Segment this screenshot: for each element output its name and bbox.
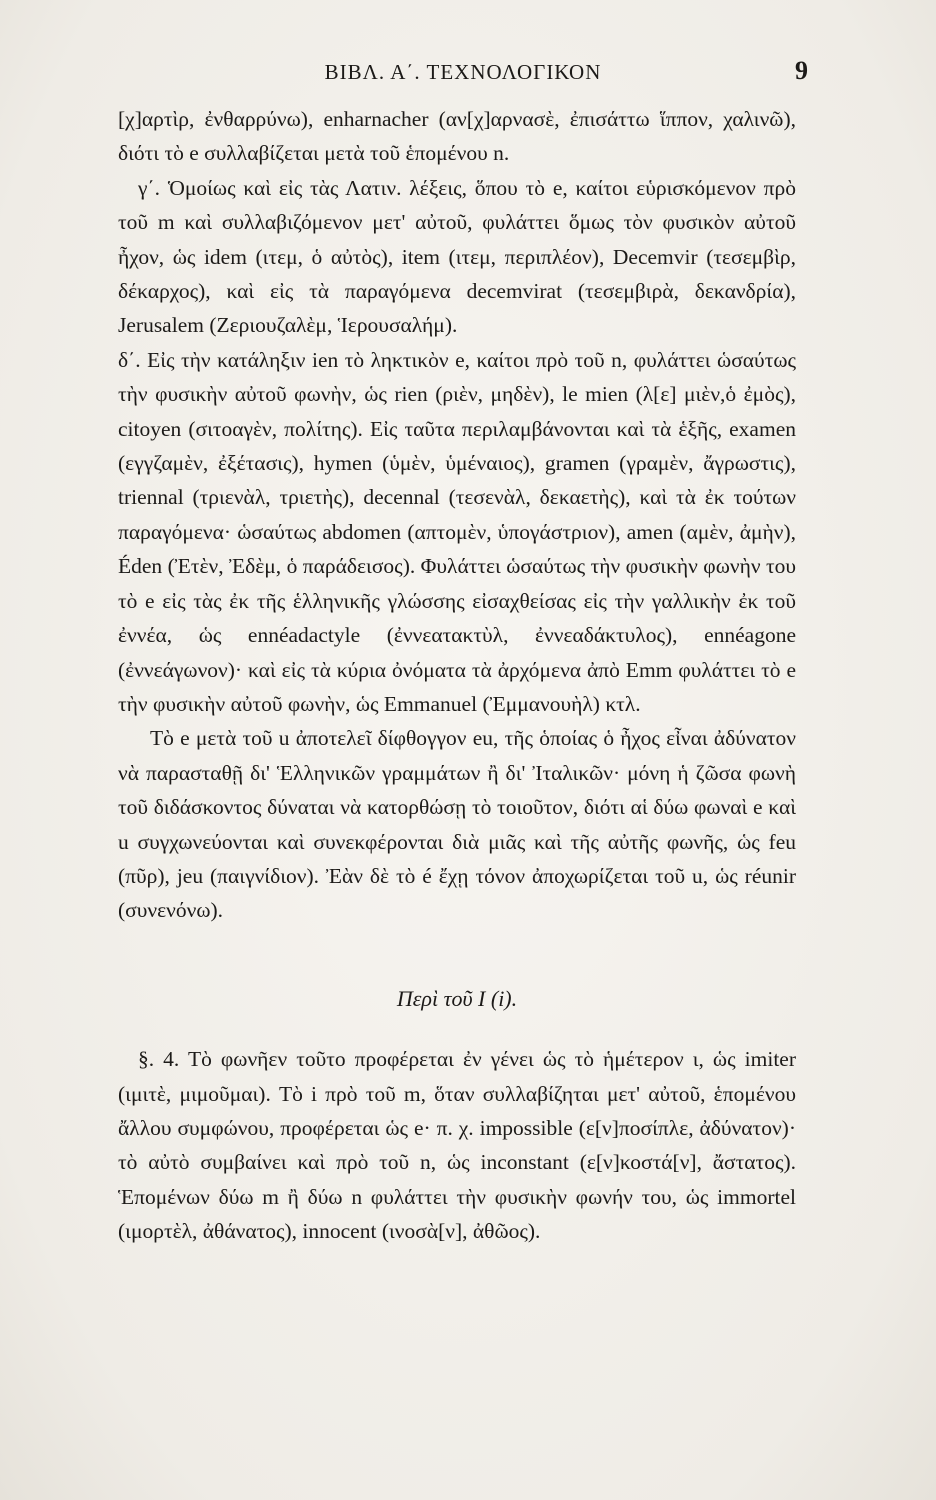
page-header: [118, 56, 808, 94]
section-title: Περὶ τοῦ I (i).: [396, 985, 518, 1011]
paragraph-continuation: [χ]αρτὶρ, ἐνθαρρύνω), enharnacher (αν[χ]αρνασὲ, ἐπισάττω ἵππον, χαλινῶ), διότι τὸ e συλλαβίζεται μετὰ τοῦ ἑπομένου n.: [118, 107, 796, 166]
page-number: 9: [795, 56, 808, 85]
paragraph-section-4: §. 4. Τὸ φωνῆεν τοῦτο προφέρεται ἐν γένει ὡς τὸ ἡμέτερον ι, ὡς imiter (ιμιτὲ, μιμοῦμαι). Τὸ i πρὸ τοῦ m, ὅταν συλλαβίζηται μετ' αὐτοῦ, ἑπομένου ἄλλου συμφώνου, προφέρεται ὡς e· π. χ. impossible (ε[ν]ποσίπλε, ἀδύνατον)· τὸ αὐτὸ συμβαίνει καὶ πρὸ τοῦ n, ὡς inconstant (ε[ν]κοστά[ν], ἄστατος). Ἑπομένων δύω m ἢ δύω n φυλάττει τὴν φυσικὴν φωνήν του, ὡς immortel (ιμορτὲλ, ἀθάνατος), innocent (ινοσὰ[ν], ἀθῶος).: [118, 1047, 796, 1244]
running-head: ΒΙΒΛ. Α΄. ΤΕΧΝΟΛΟΓΙΚΟΝ: [324, 60, 602, 84]
body-text: [118, 102, 796, 1249]
paragraph-delta: δ΄. Εἰς τὴν κατάληξιν ien τὸ ληκτικὸν e, καίτοι πρὸ τοῦ n, φυλάττει ὡσαύτως τὴν φυσικὴν αὐτοῦ φωνὴν, ὡς rien (ριὲν, μηδὲν), le mien (λ[ε] μιὲν,ὁ ἐμὸς), citoyen (σιτοαγὲν, πολίτης). Εἰς ταῦτα περιλαμβάνονται καὶ τὰ ἑξῆς, examen (εγγζαμὲν, ἐξέτασις), hymen (ὑμὲν, ὑμέναιος), gramen (γραμὲν, ἄγρωστις), triennal (τριενὰλ, τριετὴς), decennal (τεσενὰλ, δεκαετὴς), καὶ τὰ ἐκ τούτων παραγόμενα· ὡσαύτως abdomen (απτομὲν, ὑπογάστριον), amen (αμὲν, ἀμὴν), Éden (Ἐτὲν, Ἐδὲμ, ὁ παράδεισος). Φυλάττει ὡσαύτως τὴν φυσικὴν φωνὴν του τὸ e εἰς τὰς ἐκ τῆς ἑλληνικῆς γλώσσης εἰσαχθείσας εἰς τὴν γαλλικὴν ἐκ τοῦ ἐννέα, ὡς ennéadactyle (ἐννεατακτὺλ, ἐννεαδάκτυλος), ennéagone (ἐννεάγωνον)· καὶ εἰς τὰ κύρια ὀνόματα τὰ ἀρχόμενα ἀπὸ Emm φυλάττει τὸ e τὴν φυσικὴν αὐτοῦ φωνὴν, ὡς Emmanuel (Ἐμμανουὴλ) κτλ.: [118, 347, 796, 716]
paragraph-diphthong: Τὸ e μετὰ τοῦ u ἀποτελεῖ δίφθογγον eu, τῆς ὁποίας ὁ ἦχος εἶναι ἀδύνατον νὰ παρασταθῇ δι' Ἑλληνικῶν γραμμάτων ἢ δι' Ἰταλικῶν· μόνη ἡ ζῶσα φωνὴ τοῦ διδάσκοντος δύναται νὰ κατορθώσῃ τὸ τοιοῦτον, διότι αἱ δύω φωναὶ e καὶ u συγχωνεύονται καὶ συνεκφέρονται διὰ μιᾶς καὶ τῆς αὐτῆς φωνῆς, ὡς feu (πῦρ), jeu (παιγνίδιον). Ἐὰν δὲ τὸ é ἔχῃ τόνον ἀποχωρίζεται τοῦ u, ὡς réunir (συνενόνω).: [118, 726, 796, 923]
paragraph-gamma: γ΄. Ὁμοίως καὶ εἰς τὰς Λατιν. λέξεις, ὅπου τὸ e, καίτοι εὑρισκόμενον πρὸ τοῦ m καὶ συλλαβιζόμενον μετ' αὐτοῦ, φυλάττει ὅμως τὸν φυσικὸν αὐτοῦ ἦχον, ὡς idem (ιτεμ, ὁ αὐτὸς), item (ιτεμ, περιπλέον), Decemvir (τεσεμβὶρ, δέκαρχος), καὶ εἰς τὰ παραγόμενα decemvirat (τεσεμβιρὰ, δεκανδρία), Jerusalem (Ζεριουζαλὲμ, Ἱερουσαλήμ).: [118, 175, 796, 338]
